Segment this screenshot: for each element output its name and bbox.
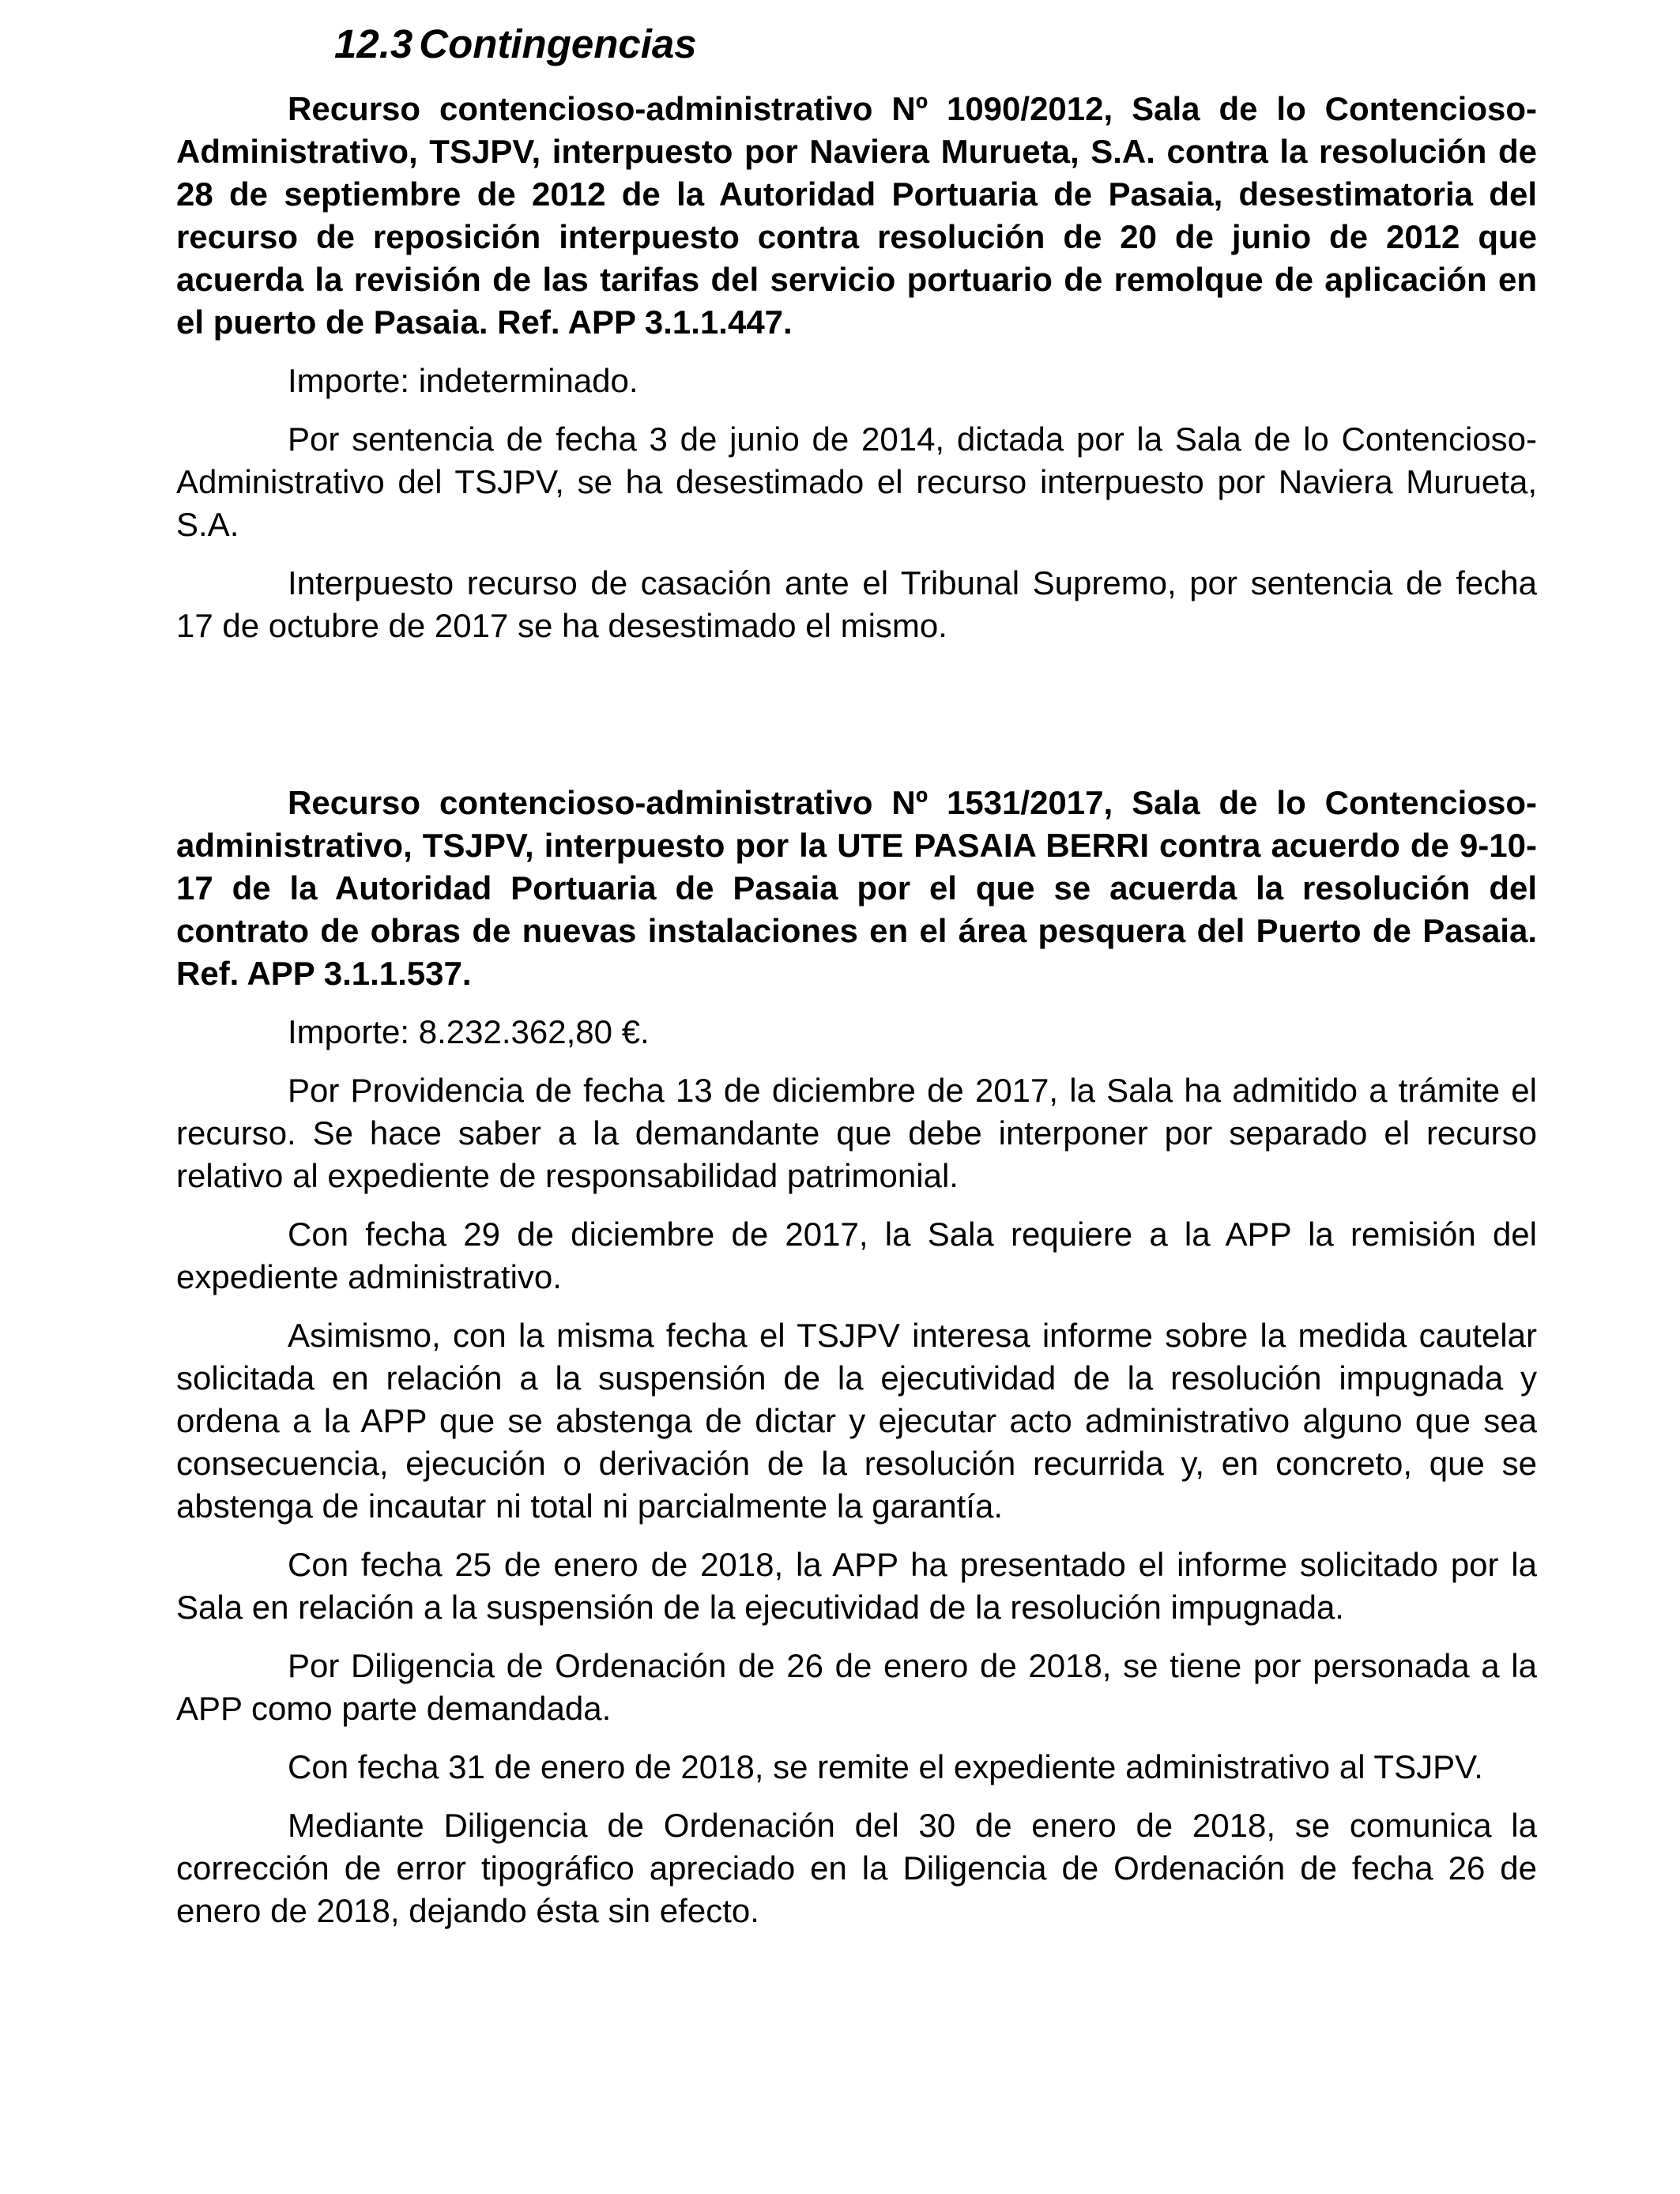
case-2-paragraph-1: Por Providencia de fecha 13 de diciembre de 2017, la Sala ha admitido a trámite el recurso. Se hace saber a la demandante que debe interponer por separado el recurso relativo al expediente de responsabilidad patrimonial. [176, 1072, 1537, 1194]
section-title [334, 17, 697, 71]
case-1 [176, 88, 1537, 647]
case-1-heading: Recurso contencioso-administrativo Nº 1090/2012, Sala de lo Contencioso-Administrativo, TSJPV, interpuesto por Naviera Murueta, S.A. contra la resolución de 28 de septiembre de 2012 de la Autoridad Portuaria de Pasaia, desestimatoria del recurso de reposición interpuesto contra resolución de 20 de junio de 2012 que acuerda la revisión de las tarifas del servicio portuario de remolque de aplicación en el puerto de Pasaia. Ref. APP 3.1.1.447. [176, 90, 1537, 341]
case-2-paragraph-4: Con fecha 25 de enero de 2018, la APP ha presentado el informe solicitado por la Sala en relación a la suspensión de la ejecutividad de la resolución impugnada. [176, 1546, 1537, 1626]
case-2-paragraph-3: Asimismo, con la misma fecha el TSJPV interesa informe sobre la medida cautelar solicitada en relación a la suspensión de la ejecutividad de la resolución impugnada y ordena a la APP que se abstenga de dictar y ejecutar acto administrativo alguno que sea consecuencia, ejecución o derivación de la resolución recurrida y, en concreto, que se abstenga de incautar ni total ni parcialmente la garantía. [176, 1317, 1537, 1525]
case-2-paragraph-6: Con fecha 31 de enero de 2018, se remite el expediente administrativo al TSJPV. [288, 1748, 1483, 1785]
case-2-paragraph-2: Con fecha 29 de diciembre de 2017, la Sala requiere a la APP la remisión del expediente administrativo. [176, 1216, 1537, 1295]
section-title-text: Contingencias [419, 21, 697, 66]
case-2-heading: Recurso contencioso-administrativo Nº 1531/2017, Sala de lo Contencioso-administrativo, TSJPV, interpuesto por la UTE PASAIA BERRI contra acuerdo de 9-10-17 de la Autoridad Portuaria de Pasaia por el que se acuerda la resolución del contrato de obras de nuevas instalaciones en el área pesquera del Puerto de Pasaia. Ref. APP 3.1.1.537. [176, 784, 1537, 992]
case-2 [176, 782, 1537, 1932]
case-2-amount: Importe: 8.232.362,80 €. [288, 1013, 650, 1050]
case-1-paragraph-1: Por sentencia de fecha 3 de junio de 2014, dictada por la Sala de lo Contencioso-Administrativo del TSJPV, se ha desestimado el recurso interpuesto por Naviera Murueta, S.A. [176, 420, 1537, 543]
case-2-paragraph-7: Mediante Diligencia de Ordenación del 30 de enero de 2018, se comunica la corrección de error tipográfico apreciado en la Diligencia de Ordenación de fecha 26 de enero de 2018, dejando ésta sin efecto. [176, 1807, 1537, 1929]
case-1-paragraph-2: Interpuesto recurso de casación ante el Tribunal Supremo, por sentencia de fecha 17 de octubre de 2017 se ha desestimado el mismo. [176, 564, 1537, 644]
case-2-paragraph-5: Por Diligencia de Ordenación de 26 de enero de 2018, se tiene por personada a la APP como parte demandada. [176, 1647, 1537, 1727]
section-number: 12.3 [334, 21, 413, 66]
case-1-amount: Importe: indeterminado. [288, 362, 638, 399]
